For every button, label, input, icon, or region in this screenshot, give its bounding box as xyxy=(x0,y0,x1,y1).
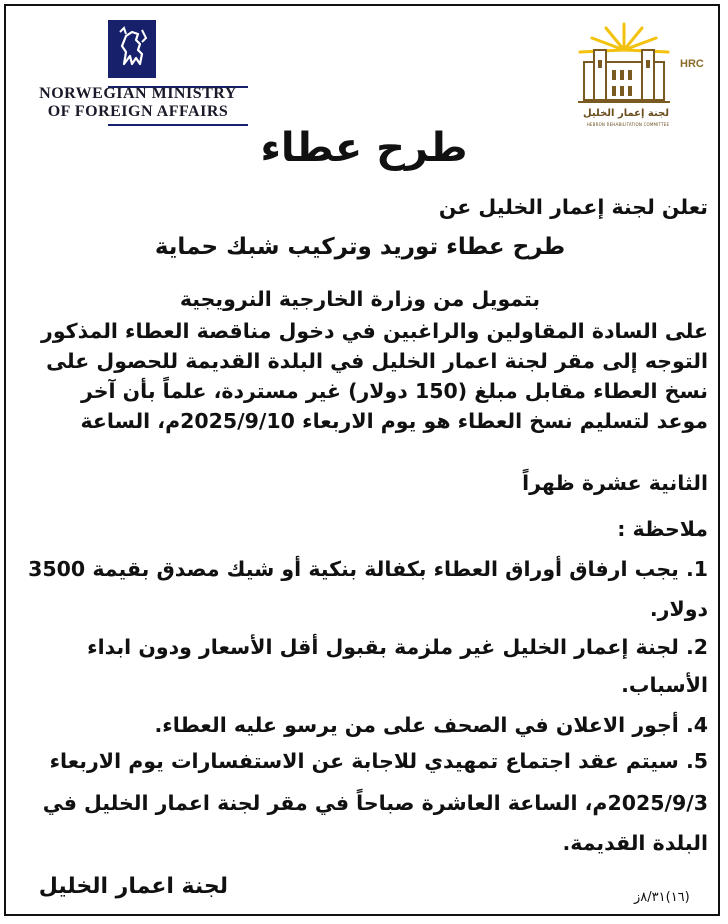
body-line: الثانية عشرة ظهراً xyxy=(522,471,708,495)
note-line: 4. أجور الاعلان في الصحف على من يرسو عليه العطاء. xyxy=(154,713,708,737)
body-line: موعد لتسليم نسخ العطاء هو يوم الاربعاء 2025/9/10م، الساعة xyxy=(80,409,708,433)
sun-building-icon xyxy=(568,20,680,110)
body-line: التوجه إلى مقر لجنة اعمار الخليل في البلدة القديمة للحصول على xyxy=(46,349,708,373)
body-line: على السادة المقاولين والراغبين في دخول مناقصة العطاء المذكور xyxy=(41,319,708,343)
ministry-name-line1: NORWEGIAN MINISTRY xyxy=(39,85,237,102)
note-line: دولار. xyxy=(649,597,708,621)
tender-subtitle: طرح عطاء توريد وتركيب شبك حماية xyxy=(154,234,566,260)
intro-line: تعلن لجنة إعمار الخليل عن xyxy=(438,195,708,219)
signature: لجنة اعمار الخليل xyxy=(38,874,228,899)
note-line: الأسباب. xyxy=(621,673,708,697)
hrc-english-name: HEBRON REHABILITATION COMMITTEE xyxy=(586,122,670,127)
note-label: ملاحظة : xyxy=(617,517,708,541)
ministry-name-line2: OF FOREIGN AFFAIRS xyxy=(47,103,229,120)
announcement-title: طرح عطاء xyxy=(260,125,468,171)
note-line: 5. سيتم عقد اجتماع تمهيدي للاجابة عن الاستفسارات يوم الاربعاء xyxy=(49,749,708,773)
ad-reference-code: (١٦)٨/٣١ز xyxy=(634,890,690,905)
announcement-page xyxy=(4,4,720,916)
lion-crest-icon xyxy=(108,20,156,78)
note-line: 1. يجب ارفاق أوراق العطاء بكفالة بنكية أو شيك مصدق بقيمة 3500 xyxy=(28,557,708,581)
funding-line: بتمويل من وزارة الخارجية النرويجية xyxy=(179,287,541,311)
hrc-letters: HRC xyxy=(680,58,704,70)
body-line: نسخ العطاء مقابل مبلغ (150 دولار) غير مستردة، علماً بأن آخر xyxy=(80,379,708,403)
note-line: 2. لجنة إعمار الخليل غير ملزمة بقبول أقل الأسعار ودون ابداء xyxy=(87,635,708,659)
norwegian-ministry-logo xyxy=(28,20,248,130)
hrc-arabic-name: لجنة إعمار الخليل xyxy=(582,108,670,119)
hrc-logo xyxy=(568,20,708,130)
note-line: 2025/9/3م، الساعة العاشرة صباحاً في مقر لجنة اعمار الخليل في xyxy=(42,791,708,815)
note-line: البلدة القديمة. xyxy=(562,831,708,855)
